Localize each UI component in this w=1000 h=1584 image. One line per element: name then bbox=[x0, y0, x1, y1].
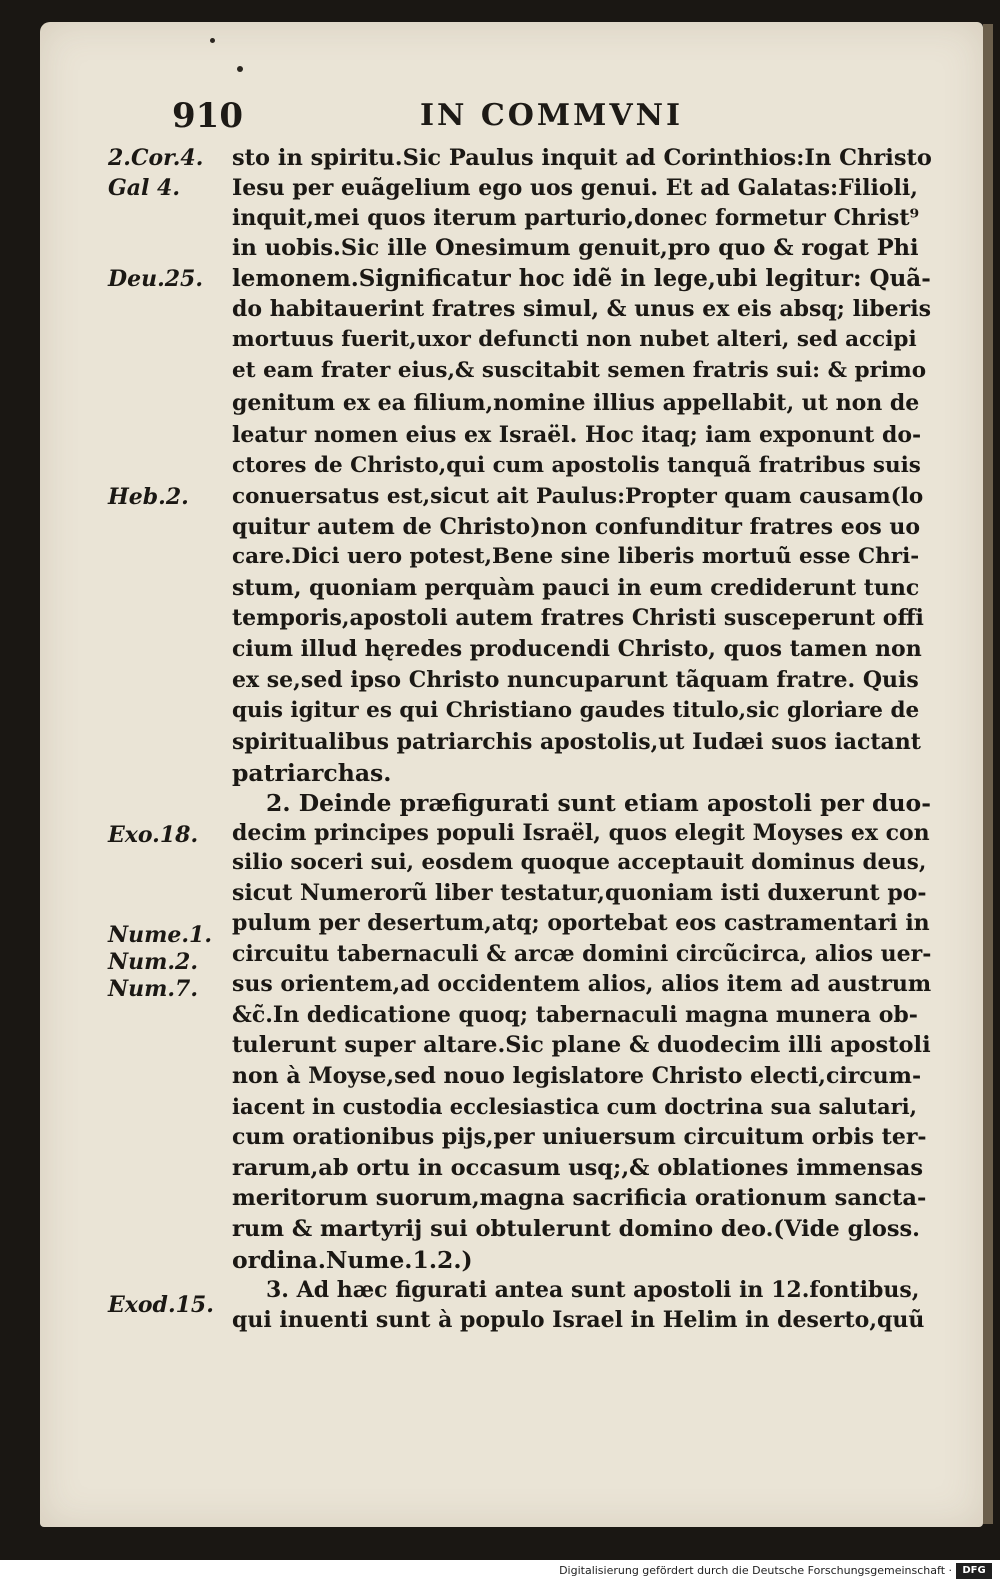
text-line: do habitauerint fratres simul, & unus ex eis absq; liberis bbox=[232, 296, 932, 322]
text-line: 2. Deinde præfigurati sunt etiam apostoli per duo- bbox=[266, 789, 931, 817]
text-line: quitur autem de Christo)non confunditur fratres eos uo bbox=[232, 514, 921, 540]
margin-note: Num.7. bbox=[108, 976, 199, 1002]
text-line: inquit,mei quos iterum parturio,donec formetur Christ⁹ bbox=[232, 205, 920, 231]
margin-note: Exod.15. bbox=[108, 1292, 214, 1318]
running-head: IN COMMVNI bbox=[420, 98, 684, 133]
text-line: iacent in custodia ecclesiastica cum doctrina sua salutari, bbox=[232, 1094, 917, 1119]
margin-note: Nume.1. bbox=[108, 922, 213, 948]
text-line: in uobis.Sic ille Onesimum genuit,pro quo & rogat Phi bbox=[232, 235, 919, 261]
funding-credit: Digitalisierung gefördert durch die Deutsche Forschungsgemeinschaft · bbox=[559, 1564, 952, 1577]
text-line: tulerunt super altare.Sic plane & duodecim illi apostoli bbox=[232, 1032, 931, 1058]
text-line: Iesu per euãgelium ego uos genui. Et ad Galatas:Filioli, bbox=[232, 175, 918, 201]
text-line: sto in spiritu.Sic Paulus inquit ad Corinthios:In Christo bbox=[232, 145, 932, 171]
margin-note: Num.2. bbox=[108, 949, 199, 975]
margin-note: Deu.25. bbox=[108, 266, 204, 292]
margin-note: 2.Cor.4. bbox=[108, 145, 204, 171]
text-line: non à Moyse,sed nouo legislatore Christo electi,circum- bbox=[232, 1063, 922, 1089]
text-line: rarum,ab ortu in occasum usq;,& oblationes immensas bbox=[232, 1155, 924, 1181]
margin-note: Exo.18. bbox=[108, 822, 199, 848]
text-line: sicut Numerorũ liber testatur,quoniam isti duxerunt po- bbox=[232, 880, 927, 906]
margin-note: Heb.2. bbox=[108, 484, 189, 510]
text-line: sus orientem,ad occidentem alios, alios item ad austrum bbox=[232, 971, 932, 997]
text-line: ctores de Christo,qui cum apostolis tanquã fratribus suis bbox=[232, 453, 921, 478]
text-line: temporis,apostoli autem fratres Christi susceperunt offi bbox=[232, 605, 924, 631]
book-edge bbox=[983, 24, 993, 1524]
text-line: circuitu tabernaculi & arcæ domini circũcirca, alios uer- bbox=[232, 941, 932, 967]
text-line: ordina.Nume.1.2.) bbox=[232, 1246, 473, 1274]
margin-note: Gal 4. bbox=[108, 175, 181, 201]
ink-speck bbox=[237, 66, 243, 72]
digitization-footer bbox=[0, 1560, 1000, 1584]
text-line: patriarchas. bbox=[232, 759, 392, 787]
text-line: spiritualibus patriarchis apostolis,ut Iudæi suos iactant bbox=[232, 729, 921, 755]
text-line: pulum per desertum,atq; oportebat eos castramentari in bbox=[232, 910, 930, 936]
text-line: qui inuenti sunt à populo Israel in Helim in deserto,quũ bbox=[232, 1307, 925, 1333]
text-line: stum, quoniam perquàm pauci in eum crediderunt tunc bbox=[232, 575, 920, 601]
dfg-logo: DFG bbox=[956, 1563, 992, 1579]
text-line: leatur nomen eius ex Israël. Hoc itaq; iam exponunt do- bbox=[232, 422, 922, 448]
text-line: mortuus fuerit,uxor defuncti non nubet alteri, sed accipi bbox=[232, 327, 917, 352]
ink-speck bbox=[210, 38, 215, 43]
page-number: 910 bbox=[172, 96, 243, 136]
page-header bbox=[0, 96, 1000, 140]
text-line: ex se,sed ipso Christo nuncuparunt tãquam fratre. Quis bbox=[232, 667, 919, 693]
text-line: 3. Ad hæc figurati antea sunt apostoli in 12.fontibus, bbox=[266, 1277, 920, 1303]
text-line: &c̃.In dedicatione quoq; tabernaculi magna munera ob- bbox=[232, 1002, 918, 1028]
text-line: silio soceri sui, eosdem quoque acceptauit dominus deus, bbox=[232, 850, 927, 875]
text-line: genitum ex ea filium,nomine illius appellabit, ut non de bbox=[232, 390, 920, 416]
text-line: decim principes populi Israël, quos elegit Moyses ex con bbox=[232, 820, 930, 846]
text-line: et eam frater eius,& suscitabit semen fratris sui: & primo bbox=[232, 358, 927, 383]
text-line: cum orationibus pijs,per uniuersum circuitum orbis ter- bbox=[232, 1124, 927, 1150]
text-line: cium illud hęredes producendi Christo, quos tamen non bbox=[232, 636, 922, 662]
text-line: quis igitur es qui Christiano gaudes titulo,sic gloriare de bbox=[232, 698, 920, 723]
text-line: conuersatus est,sicut ait Paulus:Propter quam causam(lo bbox=[232, 484, 924, 509]
text-line: care.Dici uero potest,Bene sine liberis mortuũ esse Chri- bbox=[232, 544, 920, 569]
text-line: rum & martyrij sui obtulerunt domino deo.(Vide gloss. bbox=[232, 1216, 921, 1242]
text-line: meritorum suorum,magna sacrificia orationum sancta- bbox=[232, 1185, 927, 1211]
text-line: lemonem.Significatur hoc idẽ in lege,ubi legitur: Quã- bbox=[232, 265, 931, 292]
